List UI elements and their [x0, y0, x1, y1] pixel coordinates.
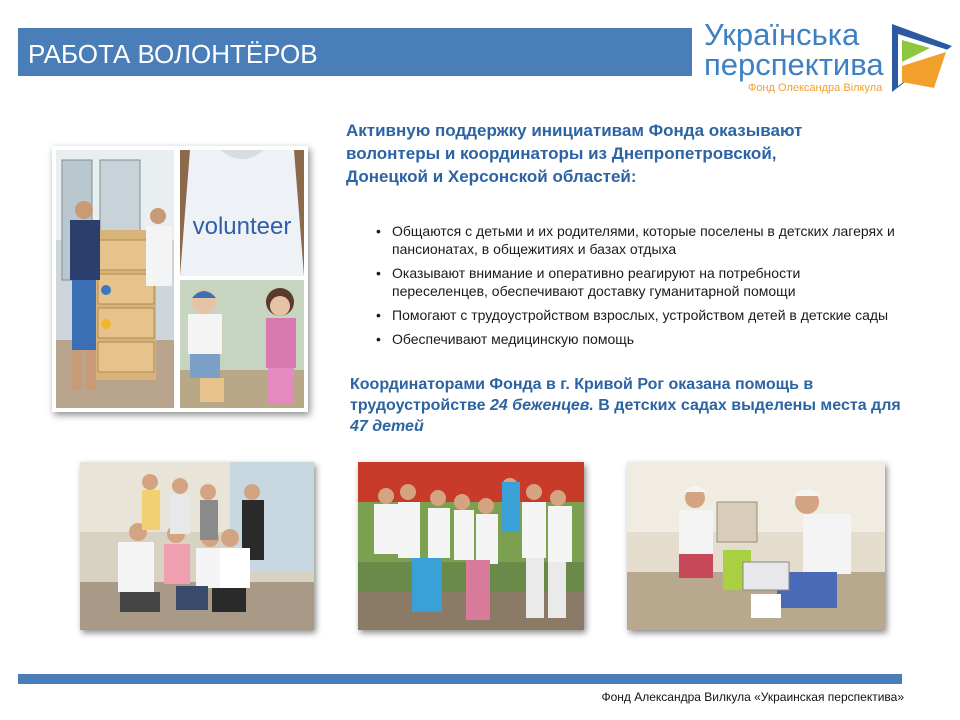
list-item [360, 264, 900, 300]
intro-paragraph: Активную поддержку инициативам Фонда оказывают волонтеры и координаторы из Днепропетровской, Донецкой и Херсонской областей: [346, 121, 803, 186]
photo-group-indoors [80, 462, 314, 630]
photo-group-outdoors [358, 462, 584, 630]
photo-aid-boxes [627, 462, 885, 630]
logo-triangle-icon [890, 22, 954, 94]
foundation-logo [704, 18, 954, 98]
list-item [360, 222, 900, 258]
photo-boxes-loading [56, 150, 174, 408]
photo-volunteer-shirt [180, 150, 304, 276]
summary-part-2: В детских садах выделены места для [593, 397, 901, 414]
activities-list [360, 222, 900, 354]
shirt-text: volunteer [192, 213, 292, 240]
page-title: РАБОТА ВОЛОНТЁРОВ [28, 39, 318, 69]
list-item-text: Обеспечивают медицинскую помощь [392, 331, 635, 347]
bullet-icon: • [376, 265, 381, 281]
bullet-icon: • [376, 223, 381, 239]
list-item [360, 306, 900, 324]
volunteer-photo-collage [52, 146, 308, 412]
footer-text: Фонд Александра Вилкула «Украинская перспектива» [601, 690, 904, 704]
list-item [360, 330, 900, 348]
bullet-icon: • [376, 307, 381, 323]
logo-subtitle: Фонд Олександра Вілкула [748, 82, 883, 94]
summary-paragraph [350, 374, 910, 437]
bullet-icon: • [376, 331, 381, 347]
summary-part-1: Координаторами Фонда в г. Кривой Рог оказана помощь в трудоустройстве [350, 376, 814, 414]
list-item-text: Общаются с детьми и их родителями, которые поселены в детских лагерях и пансионатах, в общежитиях и базах отдыха [392, 223, 895, 257]
logo-line-1: Українська [704, 17, 860, 52]
list-item-text: Оказывают внимание и оперативно реагируют на потребности переселенцев, обеспечивают доставку гуманитарной помощи [392, 265, 801, 299]
refugees-count: 24 беженцев. [489, 397, 594, 414]
footer-bar [18, 674, 902, 684]
list-item-text: Помогают с трудоустройством взрослых, устройством детей в детские сады [392, 307, 889, 323]
logo-line-2: перспектива [704, 47, 884, 82]
photo-children [180, 280, 304, 408]
page-title-bar [18, 28, 692, 76]
children-count: 47 детей [350, 418, 424, 435]
